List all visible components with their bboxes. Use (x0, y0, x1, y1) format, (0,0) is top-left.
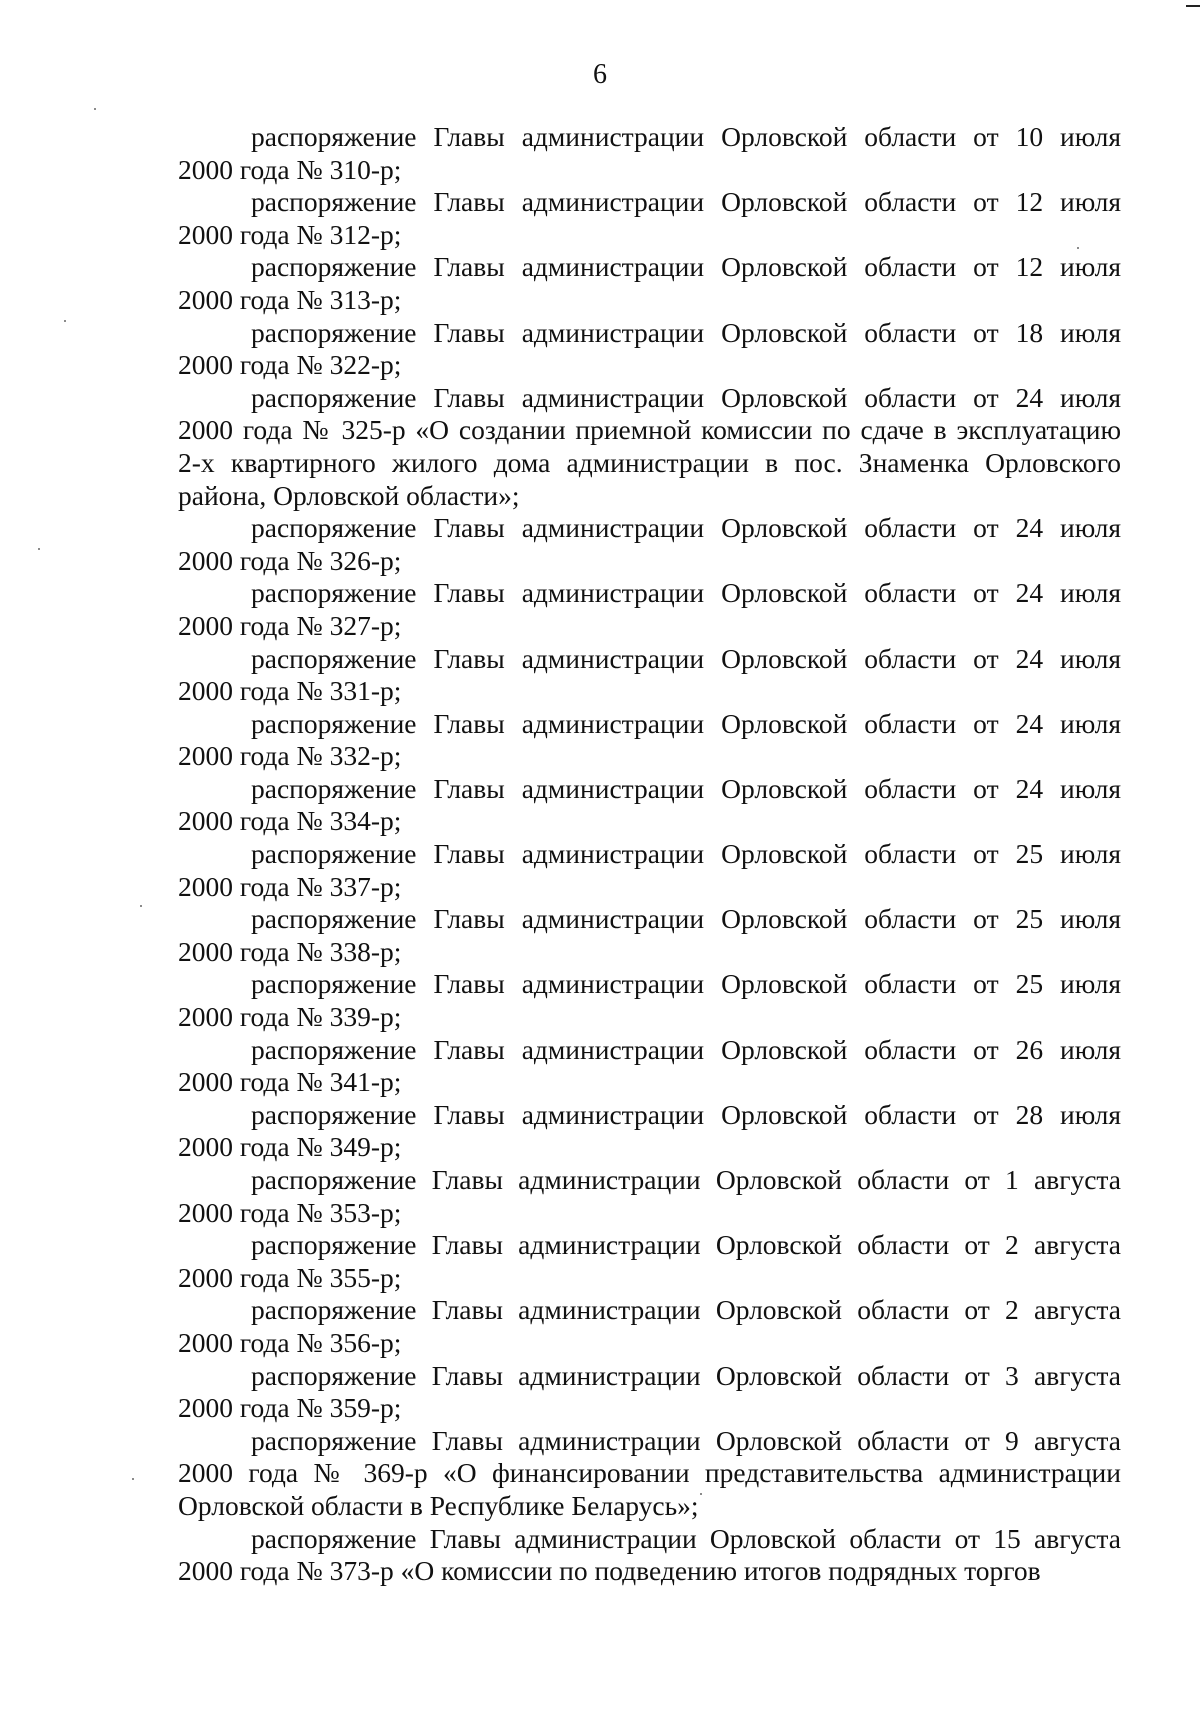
entry-first-line: распоряжение Главы администрации Орловской области от 12 июля (251, 186, 1121, 218)
list-item (178, 121, 1121, 186)
entry-continuation-line: Орловской области в Республике Беларусь»; (178, 1489, 699, 1521)
list-item (178, 1164, 1121, 1229)
list-item (178, 838, 1121, 903)
page-number: 6 (593, 59, 607, 90)
list-item (178, 1523, 1121, 1588)
list-item (178, 1034, 1121, 1099)
document-body (178, 121, 1121, 1588)
entry-continuation-line: района, Орловской области»; (178, 479, 520, 511)
entry-continuation-line: 2000 года № 339-р; (178, 1001, 402, 1033)
entry-first-line: распоряжение Главы администрации Орловской области от 24 июля (251, 707, 1121, 739)
entry-first-line: распоряжение Главы администрации Орловской области от 24 июля (251, 642, 1121, 674)
list-item (178, 1360, 1121, 1425)
list-item (178, 968, 1121, 1033)
scan-speck (700, 1493, 702, 1495)
entry-continuation-line: 2000 года № 312-р; (178, 218, 402, 250)
list-item (178, 643, 1121, 708)
entry-first-line: распоряжение Главы администрации Орловской области от 24 июля (251, 512, 1121, 544)
list-item (178, 903, 1121, 968)
entry-continuation-line: 2000 года № 327-р; (178, 609, 402, 641)
list-item (178, 708, 1121, 773)
entry-continuation-line: 2000 года № 341-р; (178, 1066, 402, 1098)
list-item (178, 251, 1121, 316)
entry-continuation-line: 2-х квартирного жилого дома администрации в пос. Знаменка Орловского (178, 446, 1121, 478)
entry-first-line: распоряжение Главы администрации Орловской области от 10 июля (251, 121, 1121, 152)
entry-first-line: распоряжение Главы администрации Орловской области от 25 июля (251, 968, 1121, 1000)
entry-continuation-line: 2000 года № 356-р; (178, 1326, 402, 1358)
scan-speck (132, 1478, 134, 1480)
list-item (178, 1229, 1121, 1294)
entry-continuation-line: 2000 года № 332-р; (178, 740, 402, 772)
list-item (178, 1099, 1121, 1164)
scan-speck (38, 548, 40, 550)
entry-first-line: распоряжение Главы администрации Орловской области от 15 августа (251, 1522, 1121, 1554)
scan-speck (1077, 247, 1079, 249)
entry-continuation-line: 2000 года № 369-р «О финансировании представительства администрации (178, 1457, 1121, 1489)
entry-continuation-line: 2000 года № 331-р; (178, 675, 402, 707)
scan-edge-mark (1186, 5, 1200, 7)
entry-continuation-line: 2000 года № 355-р; (178, 1261, 402, 1293)
entry-continuation-line: 2000 года № 310-р; (178, 153, 402, 185)
entry-continuation-line: 2000 года № 349-р; (178, 1131, 402, 1163)
entry-first-line: распоряжение Главы администрации Орловской области от 1 августа (251, 1164, 1121, 1195)
entry-first-line: распоряжение Главы администрации Орловской области от 3 августа (251, 1359, 1121, 1391)
list-item (178, 577, 1121, 642)
entry-first-line: распоряжение Главы администрации Орловской области от 28 июля (251, 1098, 1121, 1130)
entry-continuation-line: 2000 года № 322-р; (178, 349, 402, 381)
entry-continuation-line: 2000 года № 338-р; (178, 935, 402, 967)
entry-first-line: распоряжение Главы администрации Орловской области от 25 июля (251, 838, 1121, 870)
entry-continuation-line: 2000 года № 373-р «О комиссии по подведению итогов подрядных торгов (178, 1555, 1041, 1587)
list-item (178, 773, 1121, 838)
entry-continuation-line: 2000 года № 313-р; (178, 283, 402, 315)
list-item (178, 186, 1121, 251)
entry-continuation-line: 2000 года № 359-р; (178, 1392, 402, 1424)
entry-first-line: распоряжение Главы администрации Орловской области от 18 июля (251, 316, 1121, 348)
entry-first-line: распоряжение Главы администрации Орловской области от 26 июля (251, 1033, 1121, 1065)
entry-continuation-line: 2000 года № 337-р; (178, 870, 402, 902)
entry-first-line: распоряжение Главы администрации Орловской области от 12 июля (251, 251, 1121, 283)
list-item (178, 1294, 1121, 1359)
list-item (178, 1425, 1121, 1523)
entry-first-line: распоряжение Главы администрации Орловской области от 9 августа (251, 1424, 1121, 1456)
list-item (178, 512, 1121, 577)
list-item (178, 382, 1121, 512)
scan-speck (94, 108, 96, 110)
entry-first-line: распоряжение Главы администрации Орловской области от 2 августа (251, 1229, 1121, 1261)
entry-continuation-line: 2000 года № 334-р; (178, 805, 402, 837)
entry-continuation-line: 2000 года № 353-р; (178, 1196, 402, 1228)
entry-first-line: распоряжение Главы администрации Орловской области от 24 июля (251, 577, 1121, 609)
list-item (178, 317, 1121, 382)
entry-first-line: распоряжение Главы администрации Орловской области от 24 июля (251, 381, 1121, 413)
scan-speck (64, 320, 66, 322)
entry-continuation-line: 2000 года № 325-р «О создании приемной комиссии по сдаче в эксплуатацию (178, 414, 1121, 446)
scan-speck (140, 905, 142, 907)
entry-first-line: распоряжение Главы администрации Орловской области от 2 августа (251, 1294, 1121, 1326)
entry-first-line: распоряжение Главы администрации Орловской области от 24 июля (251, 772, 1121, 804)
entry-first-line: распоряжение Главы администрации Орловской области от 25 июля (251, 903, 1121, 935)
entry-continuation-line: 2000 года № 326-р; (178, 544, 402, 576)
